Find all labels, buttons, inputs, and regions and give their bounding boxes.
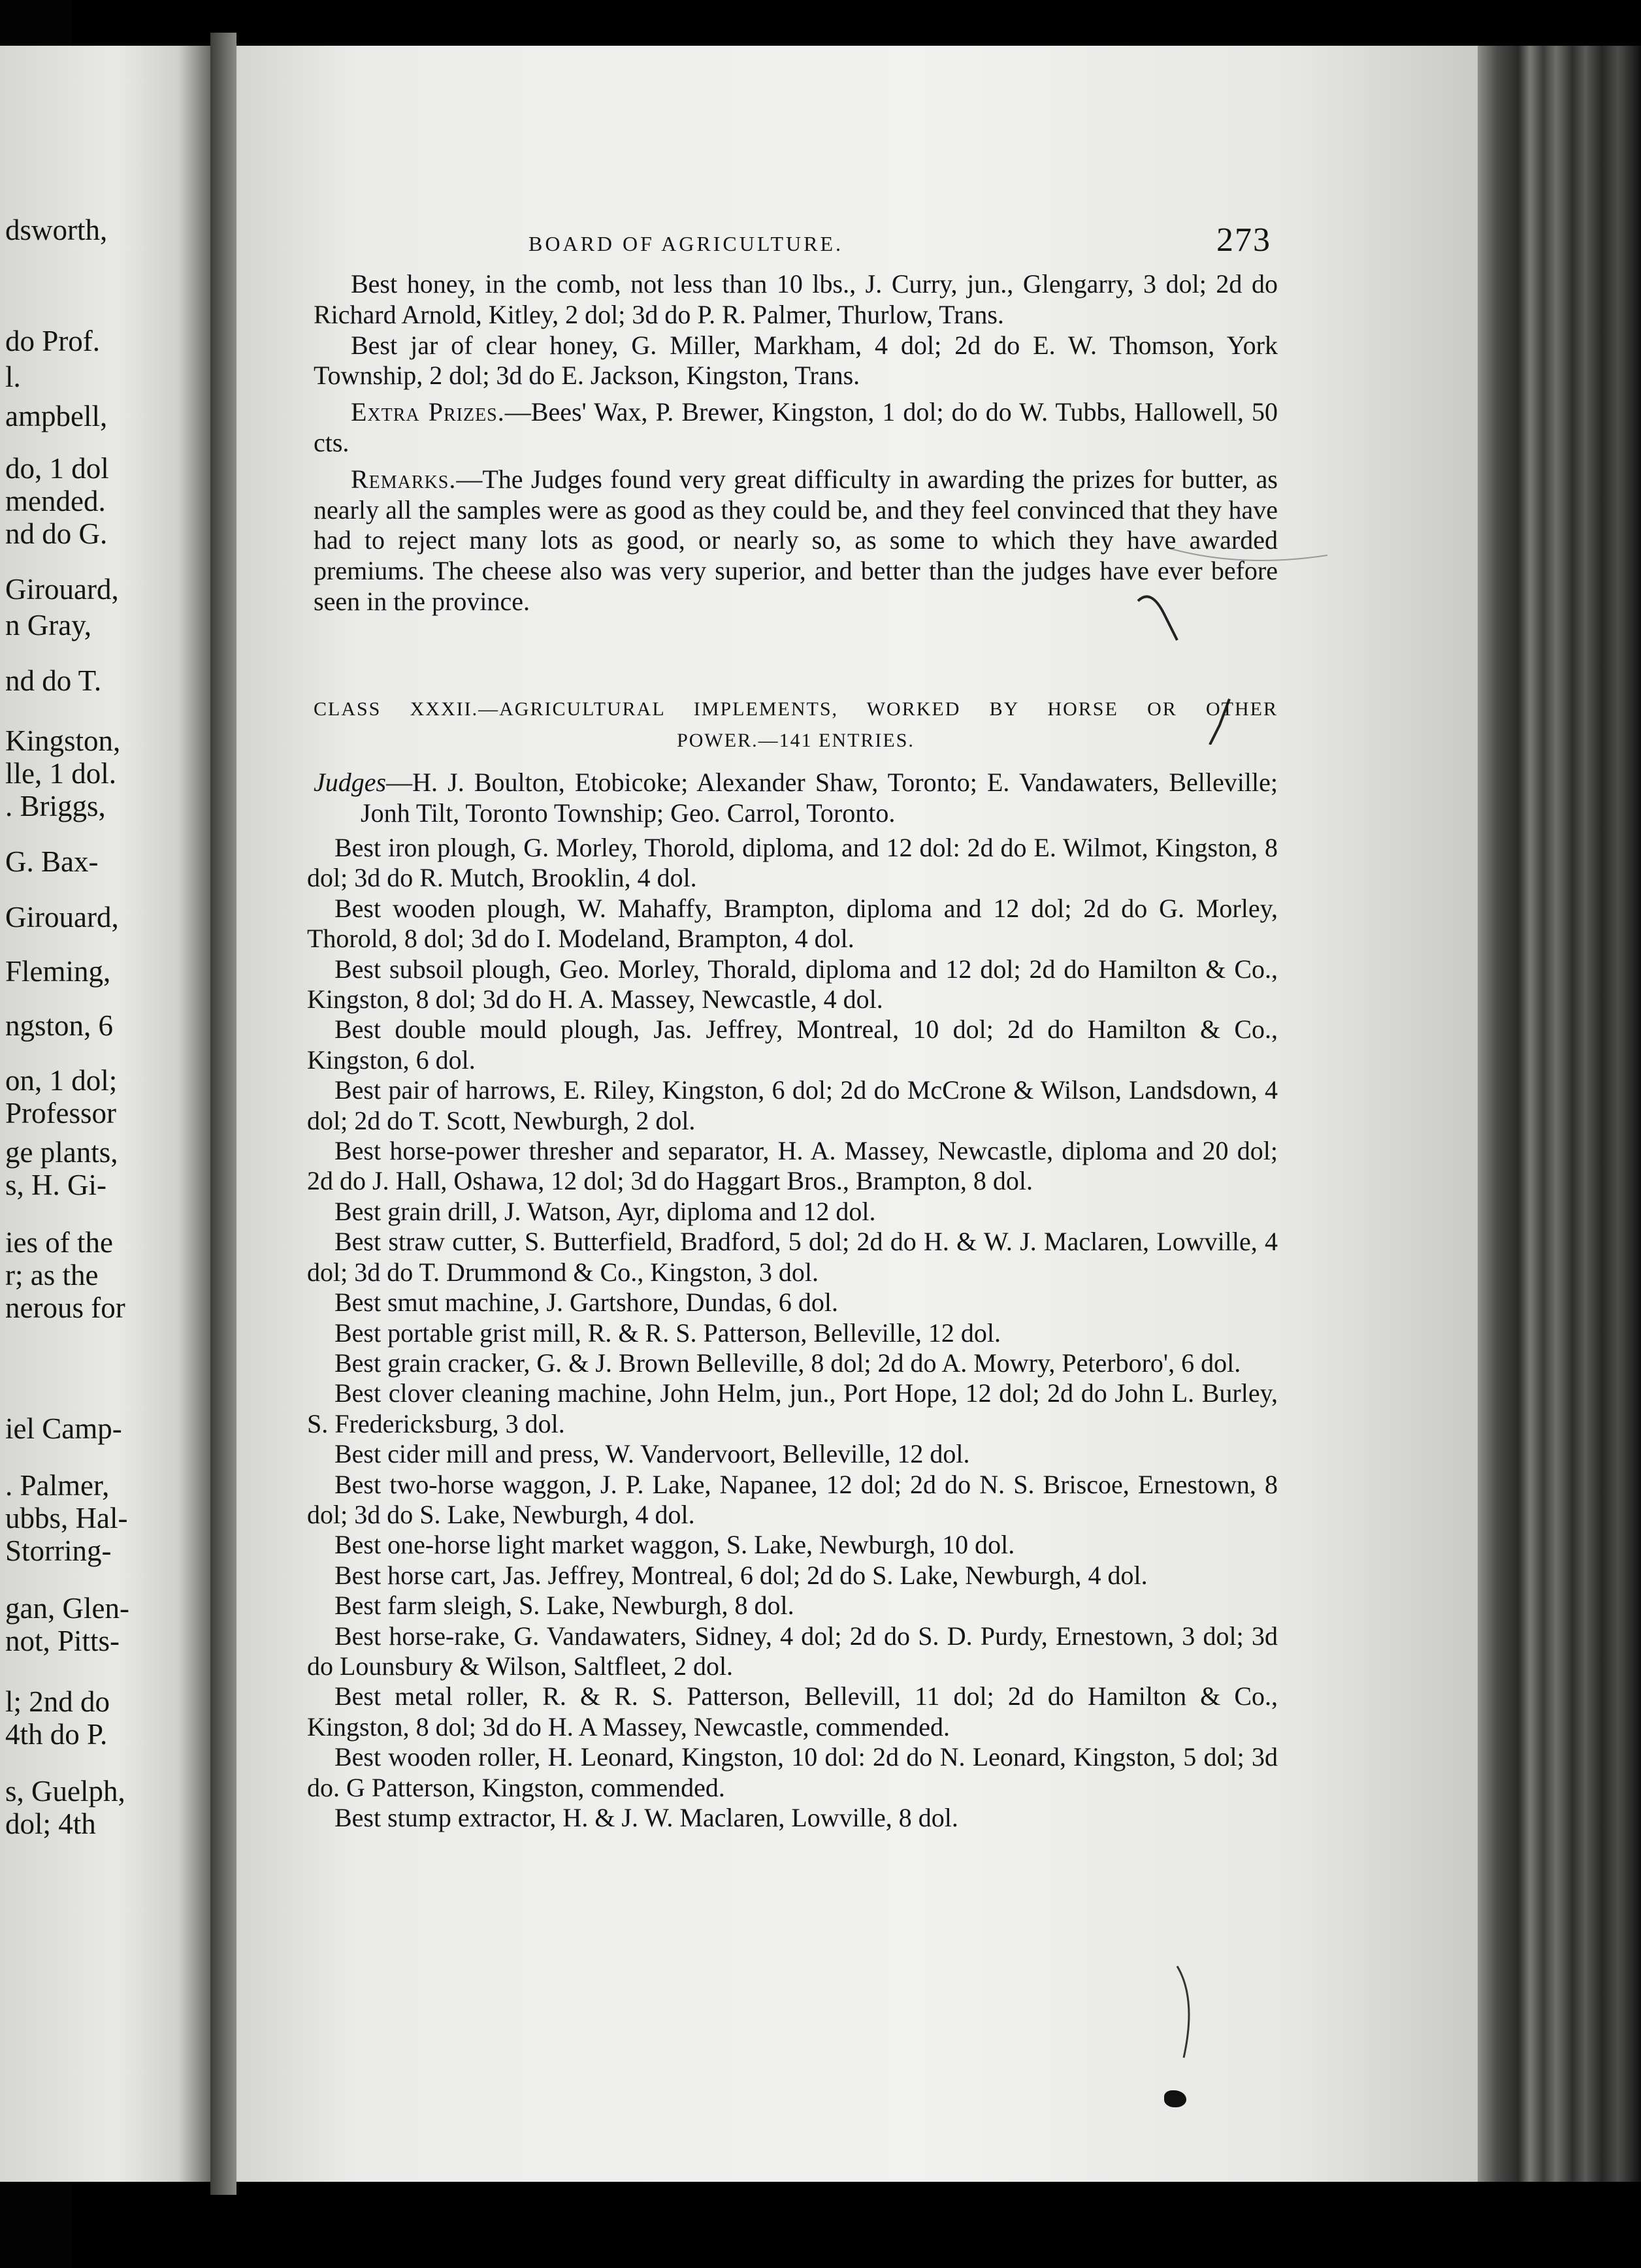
judges-label: Judges bbox=[314, 768, 387, 797]
running-title: BOARD OF AGRICULTURE. bbox=[528, 232, 843, 255]
class-heading bbox=[314, 694, 1278, 756]
class-heading-line-1: CLASS XXXII.—AGRICULTURAL IMPLEMENTS, WORKED BY HORSE OR OTHER bbox=[314, 698, 1278, 720]
prize-entry: Best grain drill, J. Watson, Ayr, diploma and 12 dol. bbox=[334, 1196, 876, 1226]
left-page-text-fragment: s, H. Gi- bbox=[5, 1169, 106, 1201]
prize-entry: Best horse-rake, G. Vandawaters, Sidney, 4 dol; 2d do S. D. Purdy, Ernestown, 3 dol; 3d do Lounsbury & Wilson, Saltfleet, 2 dol. bbox=[307, 1621, 1278, 1681]
prize-entry: Best farm sleigh, S. Lake, Newburgh, 8 dol. bbox=[334, 1591, 794, 1621]
remarks-label: Remarks. bbox=[351, 464, 457, 494]
left-page-text-fragment: r; as the bbox=[5, 1259, 99, 1291]
prize-entry: Best stump extractor, H. & J. W. Maclaren, Lowville, 8 dol. bbox=[334, 1803, 958, 1832]
page-number: 273 bbox=[1216, 221, 1271, 259]
page-stack-edge bbox=[1478, 46, 1641, 2182]
prize-entry: Best horse-power thresher and separator, H. A. Massey, Newcastle, diploma and 20 dol; 2d do J. Hall, Oshawa, 12 dol; 3d do Haggart Bros., Brampton, 8 dol. bbox=[307, 1136, 1278, 1196]
left-page-text-fragment: l. bbox=[5, 361, 21, 393]
left-page-text-fragment: nerous for bbox=[5, 1291, 125, 1324]
left-page-text-fragment: s, Guelph, bbox=[5, 1775, 125, 1807]
judges-paragraph bbox=[314, 768, 1278, 829]
left-page-text-fragment: Professor bbox=[5, 1097, 116, 1129]
prize-entry: Best wooden roller, H. Leonard, Kingston, 10 dol: 2d do N. Leonard, Kingston, 5 dol; 3d do. G Patterson, Kingston, commended. bbox=[307, 1742, 1278, 1802]
class-heading-line-2: POWER.—141 ENTRIES. bbox=[677, 730, 915, 751]
prize-entry: Best horse cart, Jas. Jeffrey, Montreal, 6 dol; 2d do S. Lake, Newburgh, 4 dol. bbox=[334, 1560, 1148, 1590]
prize-entry: Best one-horse light market waggon, S. Lake, Newburgh, 10 dol. bbox=[334, 1530, 1015, 1560]
left-page-text-fragment: not, Pitts- bbox=[5, 1625, 120, 1657]
left-page-text-fragment: on, 1 dol; bbox=[5, 1064, 118, 1097]
left-page-text-fragment: ngston, 6 bbox=[5, 1009, 114, 1042]
honey-section bbox=[314, 269, 1278, 617]
paragraph: Best honey, in the comb, not less than 10 lbs., J. Curry, jun., Glengarry, 3 dol; 2d do Richard Arnold, Kitley, 2 dol; 3d do P. R. Palmer, Thurlow, Trans. bbox=[314, 269, 1278, 329]
left-page-text-fragment: ge plants, bbox=[5, 1136, 118, 1169]
pen-mark-bottom bbox=[1164, 1960, 1216, 2064]
left-page-text-fragment: iel Camp- bbox=[5, 1412, 122, 1445]
left-page-text-fragment: dsworth, bbox=[5, 214, 108, 246]
judges-names: —H. J. Boulton, Etobicoke; Alexander Shaw, Toronto; E. Vandawaters, Belleville; Jonh Tilt, Toronto Township; Geo. Carrol, Toronto. bbox=[361, 768, 1278, 828]
prize-entry: Best straw cutter, S. Butterfield, Bradford, 5 dol; 2d do H. & W. J. Maclaren, Lowville, 4 dol; 3d do T. Drummond & Co., Kingston, 3 dol. bbox=[307, 1227, 1278, 1287]
left-page-text-fragment: dol; 4th bbox=[5, 1807, 96, 1840]
left-page-text-fragment: lle, 1 dol. bbox=[5, 757, 116, 790]
paragraph: Best jar of clear honey, G. Miller, Markham, 4 dol; 2d do E. W. Thomson, York Township, 2 dol; 3d do E. Jackson, Kingston, Trans. bbox=[314, 330, 1278, 391]
prize-entry: Best pair of harrows, E. Riley, Kingston, 6 dol; 2d do McCrone & Wilson, Landsdown, 4 dol; 2d do T. Scott, Newburgh, 2 dol. bbox=[307, 1075, 1278, 1135]
left-page-text-fragment: ampbell, bbox=[5, 400, 108, 432]
extra-prizes-text: —Bees' Wax, P. Brewer, Kingston, 1 dol; do do W. Tubbs, Hallowell, 50 cts. bbox=[314, 397, 1278, 457]
left-page-text-fragment: do Prof. bbox=[5, 325, 100, 357]
left-page-text-fragment: gan, Glen- bbox=[5, 1592, 129, 1625]
prize-entry: Best grain cracker, G. & J. Brown Belleville, 8 dol; 2d do A. Mowry, Peterboro', 6 dol. bbox=[334, 1348, 1241, 1378]
extra-prizes-label: Extra Prizes. bbox=[351, 397, 505, 427]
prize-entry: Best wooden plough, W. Mahaffy, Brampton, diploma and 12 dol; 2d do G. Morley, Thorold, 8 dol; 3d do I. Modeland, Brampton, 4 dol. bbox=[307, 893, 1278, 954]
prize-entry: Best two-horse waggon, J. P. Lake, Napanee, 12 dol; 2d do N. S. Briscoe, Ernestown, 8 dol; 3d do S. Lake, Newburgh, 4 dol. bbox=[307, 1469, 1278, 1529]
left-page-text-fragment: Kingston, bbox=[5, 724, 121, 757]
left-page-text-fragment: Storring- bbox=[5, 1534, 112, 1567]
left-page-text-fragment: n Gray, bbox=[5, 609, 92, 641]
prize-entry: Best smut machine, J. Gartshore, Dundas, 6 dol. bbox=[334, 1288, 838, 1318]
prize-entries bbox=[307, 833, 1278, 1833]
remarks-paragraph bbox=[314, 464, 1278, 617]
prize-entry: Best metal roller, R. & R. S. Patterson, Bellevill, 11 dol; 2d do Hamilton & Co., Kingston, 8 dol; 3d do H. A Massey, Newcastle, commended. bbox=[307, 1681, 1278, 1742]
prize-entry: Best double mould plough, Jas. Jeffrey, Montreal, 10 dol; 2d do Hamilton & Co., Kingston, 6 dol. bbox=[307, 1014, 1278, 1075]
ink-blot bbox=[1164, 2090, 1186, 2107]
left-page-text-fragment: 4th do P. bbox=[5, 1718, 108, 1751]
left-page-text-fragment: . Briggs, bbox=[5, 790, 106, 822]
left-page-text-fragment: nd do G. bbox=[5, 517, 108, 550]
left-page-text-fragment: nd do T. bbox=[5, 664, 102, 697]
remarks-text: —The Judges found very great difficulty in awarding the prizes for butter, as nearly all the samples were as good as they could be, and they feel convinced that they have had to reject many lots as good, or nearly so, as some to which they have awarded premiums. The cheese also was very superior, and better than the judges have ever before seen in the province. bbox=[314, 464, 1278, 616]
prize-entry: Best subsoil plough, Geo. Morley, Thorald, diploma and 12 dol; 2d do Hamilton & Co., Kingston, 8 dol; 3d do H. A. Massey, Newcastle, 4 dol. bbox=[307, 954, 1278, 1014]
left-page-text-fragment: Girouard, bbox=[5, 573, 119, 606]
prize-entry: Best iron plough, G. Morley, Thorold, diploma, and 12 dol: 2d do E. Wilmot, Kingston, 8 dol; 3d do R. Mutch, Brooklin, 4 dol. bbox=[307, 833, 1278, 893]
prize-entry: Best clover cleaning machine, John Helm, jun., Port Hope, 12 dol; 2d do John L. Burley, S. Fredericksburg, 3 dol. bbox=[307, 1378, 1278, 1438]
left-page-text-fragment: ubbs, Hal- bbox=[5, 1502, 128, 1534]
left-page-fragment bbox=[0, 46, 210, 2182]
left-page-text-fragment: l; 2nd do bbox=[5, 1685, 110, 1718]
book-gutter bbox=[210, 33, 236, 2195]
extra-prizes-paragraph bbox=[314, 397, 1278, 459]
left-page-text-fragment: ies of the bbox=[5, 1226, 113, 1259]
left-page-text-fragment: Girouard, bbox=[5, 901, 119, 933]
left-page-text-fragment: do, 1 dol bbox=[5, 452, 109, 485]
left-page-text-fragment: mended. bbox=[5, 485, 106, 517]
left-page-text-fragment: G. Bax- bbox=[5, 845, 99, 878]
prize-entry: Best portable grist mill, R. & R. S. Patterson, Belleville, 12 dol. bbox=[334, 1318, 1001, 1348]
judges-list bbox=[314, 768, 1278, 829]
prize-entry: Best cider mill and press, W. Vandervoort, Belleville, 12 dol. bbox=[334, 1439, 970, 1469]
left-page-text-fragment: . Palmer, bbox=[5, 1469, 110, 1502]
left-page-text-fragment: Fleming, bbox=[5, 955, 111, 988]
